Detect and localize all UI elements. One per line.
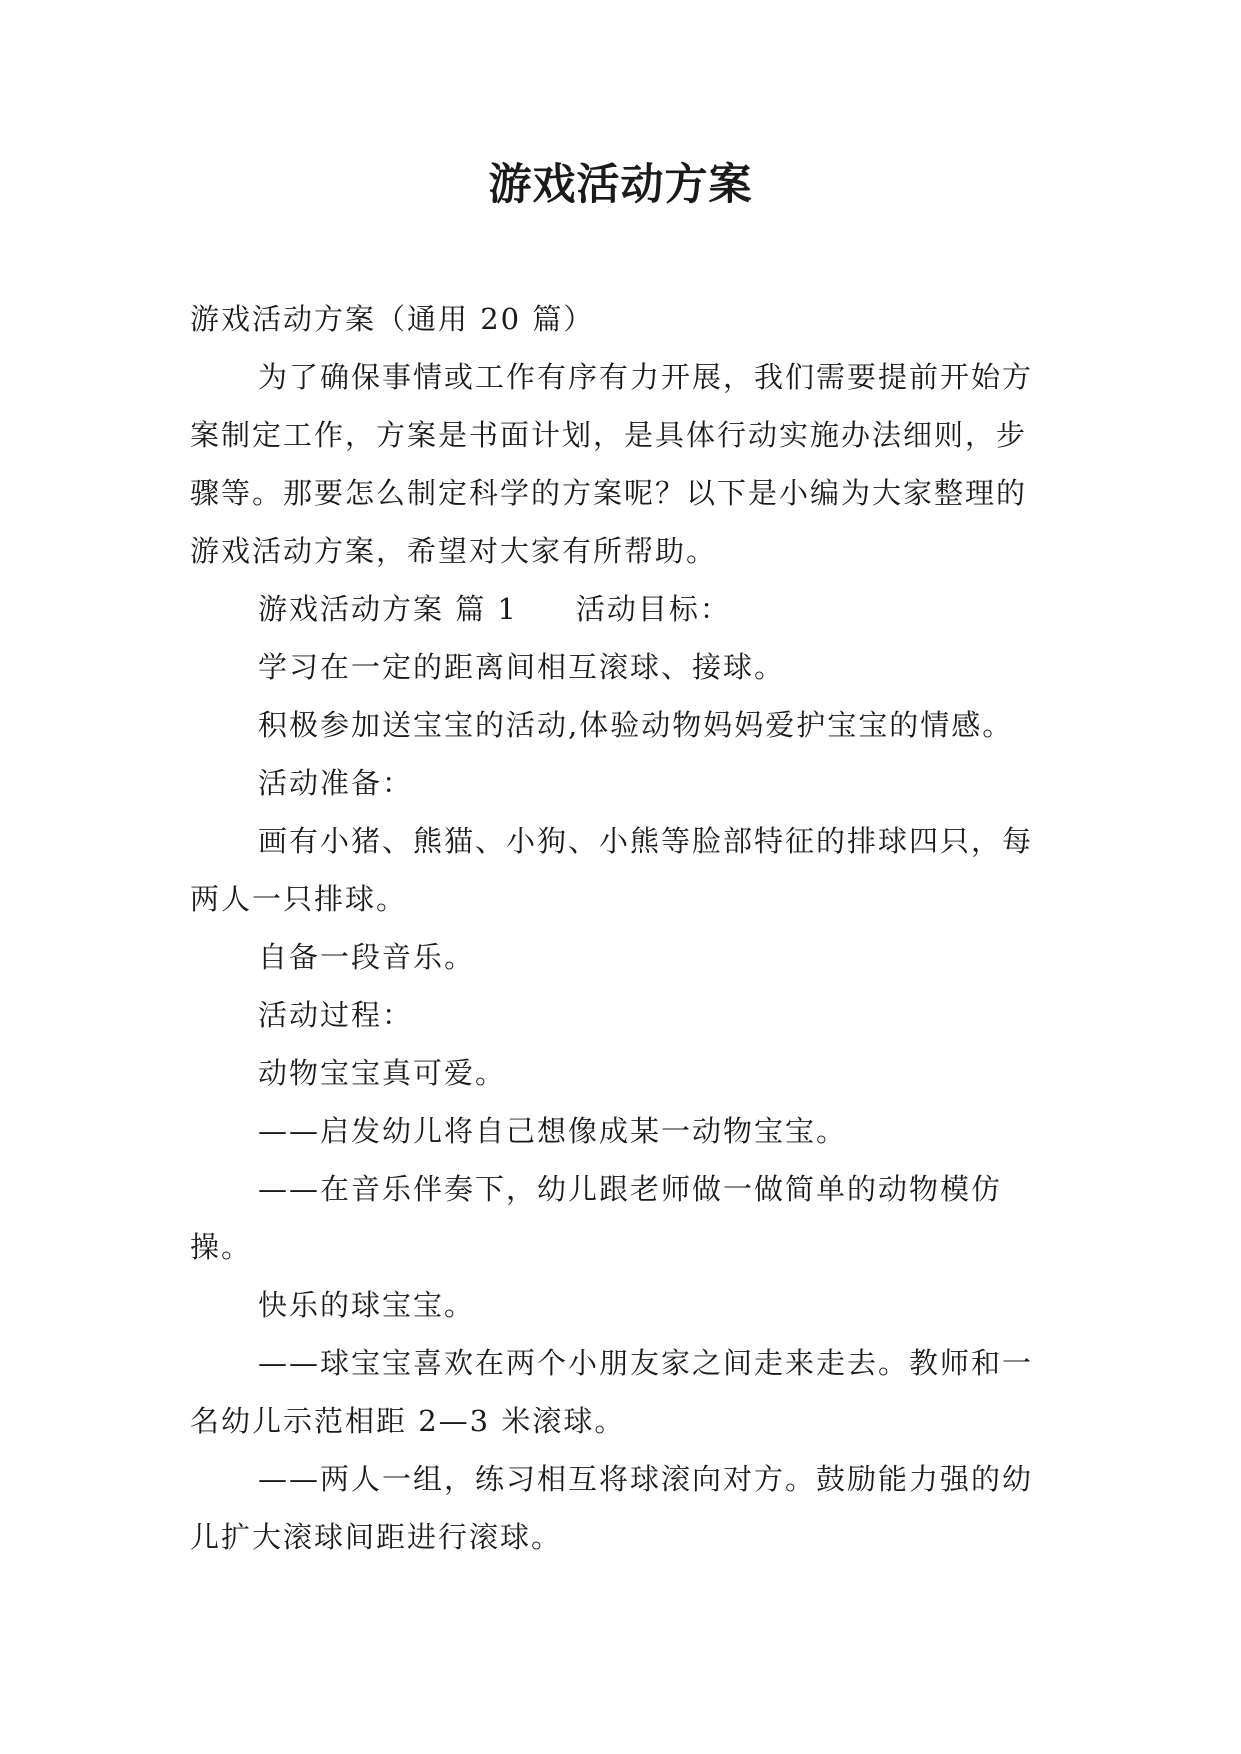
page-title: 游戏活动方案 <box>488 160 753 210</box>
subtitle: 游戏活动方案（通用 20 篇） <box>190 302 595 336</box>
process-label: 活动过程： <box>258 998 414 1032</box>
process-substep: ——在音乐伴奏下，幼儿跟老师做一做简单的动物模仿操。 <box>190 1172 1003 1264</box>
process-step: 快乐的球宝宝。 <box>258 1288 476 1322</box>
goal-item: 学习在一定的距离间相互滚球、接球。 <box>258 650 786 684</box>
process-substep: ——球宝宝喜欢在两个小朋友家之间走来走去。教师和一名幼儿示范相距 2—3 米滚球。 <box>190 1346 1034 1438</box>
document-body <box>190 290 1052 1566</box>
section-heading-line <box>190 580 1052 638</box>
intro-paragraph: 为了确保事情或工作有序有力开展，我们需要提前开始方案制定工作，方案是书面计划，是具体行动实施办法细则，步骤等。那要怎么制定科学的方案呢？以下是小编为大家整理的游戏活动方案，希望对大家有所帮助。 <box>190 360 1034 568</box>
process-step: 动物宝宝真可爱。 <box>258 1056 507 1090</box>
goal-item: 积极参加送宝宝的活动,体验动物妈妈爱护宝宝的情感。 <box>258 708 1014 742</box>
process-substep: ——启发幼儿将自己想像成某一动物宝宝。 <box>258 1114 848 1148</box>
prep-label: 活动准备： <box>258 766 414 800</box>
section-heading: 游戏活动方案 篇 1 <box>258 592 518 626</box>
goal-label: 活动目标： <box>575 592 731 626</box>
prep-item: 画有小猪、熊猫、小狗、小熊等脸部特征的排球四只，每两人一只排球。 <box>190 824 1034 916</box>
prep-item: 自备一段音乐。 <box>258 940 476 974</box>
process-substep: ——两人一组，练习相互将球滚向对方。鼓励能力强的幼儿扩大滚球间距进行滚球。 <box>190 1462 1034 1554</box>
